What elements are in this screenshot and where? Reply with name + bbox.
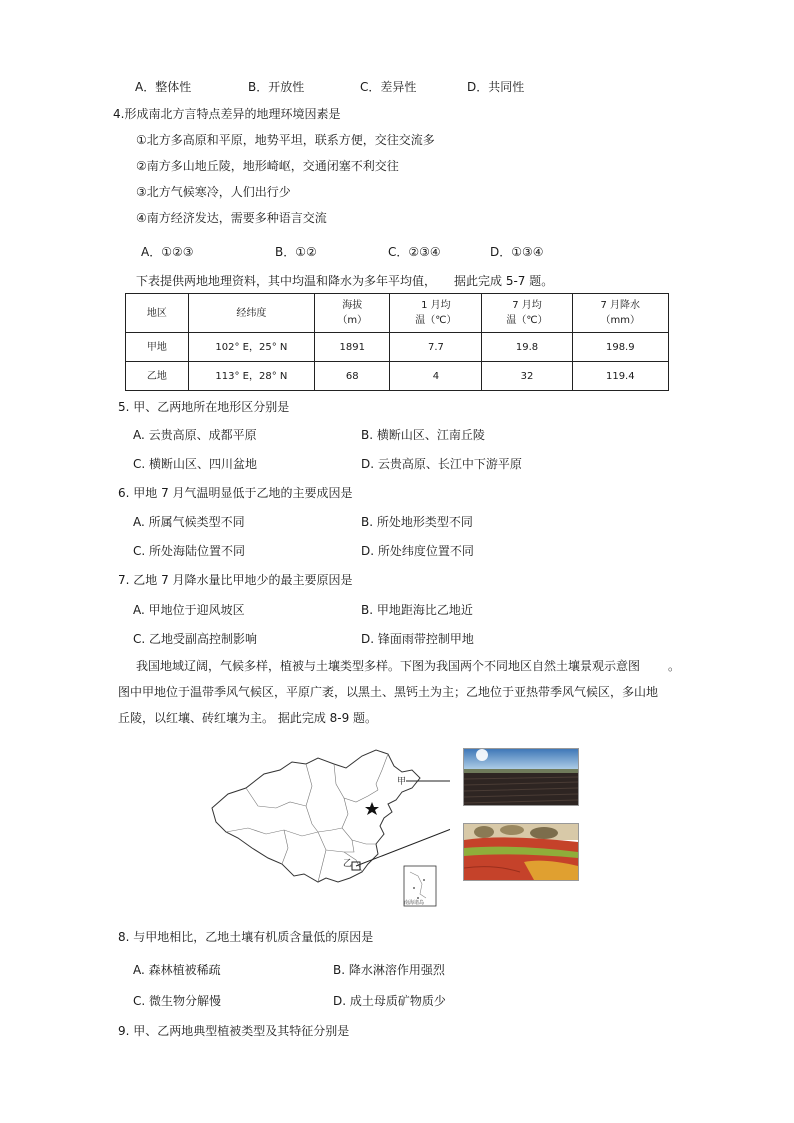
map-label-jia: 甲: [397, 777, 407, 787]
q9-stem: 9. 甲、乙两地典型植被类型及其特征分别是: [118, 1024, 350, 1038]
red-soil-svg: [464, 824, 578, 880]
q3-option-b: B．开放性: [248, 80, 305, 94]
china-map-figure: [206, 748, 450, 908]
q5-option-a: A. 云贵高原、成都平原: [133, 428, 257, 442]
q7-stem: 7. 乙地 7 月降水量比甲地少的最主要原因是: [118, 573, 353, 587]
th-altitude: 海拔 （m）: [315, 294, 390, 333]
cell-coords: 113° E，28° N: [188, 362, 314, 391]
q6-option-d: D. 所处纬度位置不同: [361, 544, 474, 558]
soil-intro-line-1-end: 。: [668, 659, 681, 673]
q4-item-1: ①北方多高原和平原，地势平坦，联系方便，交往交流多: [136, 133, 435, 147]
soil-intro-line-3: 丘陵，以红壤、砖红壤为主。 据此完成 8-9 题。: [118, 711, 378, 725]
cell-jan-temp: 4: [390, 362, 482, 391]
q7-option-c: C. 乙地受副高控制影响: [133, 632, 258, 646]
q4-option-d: D．①③④: [490, 245, 544, 259]
cell-jan-temp: 7.7: [390, 333, 482, 362]
q4-option-a: A．①②③: [141, 245, 194, 259]
th-jul-temp: 7 月均 温（℃）: [482, 294, 572, 333]
table-row: [126, 362, 669, 391]
q6-option-c: C. 所处海陆位置不同: [133, 544, 246, 558]
q7-option-b: B. 甲地距海比乙地近: [361, 603, 473, 617]
q5-option-b: B. 横断山区、江南丘陵: [361, 428, 485, 442]
q7-option-a: A. 甲地位于迎风坡区: [133, 603, 245, 617]
q4-option-b: B．①②: [275, 245, 317, 259]
map-label-yi: 乙: [343, 859, 353, 869]
th-jan-temp: 1 月均 温（℃）: [390, 294, 482, 333]
capital-star-icon: [365, 802, 379, 815]
cell-altitude: 1891: [315, 333, 390, 362]
q8-stem: 8. 与甲地相比，乙地土壤有机质含量低的原因是: [118, 930, 374, 944]
q4-option-c: C．②③④: [388, 245, 441, 259]
q3-option-d: D．共同性: [467, 80, 525, 94]
cell-jul-precip: 198.9: [572, 333, 668, 362]
q3-option-a: A．整体性: [135, 80, 192, 94]
q8-option-a: A. 森林植被稀疏: [133, 963, 221, 977]
cell-region: 甲地: [126, 333, 189, 362]
th-jul-precip: 7 月降水 （mm）: [572, 294, 668, 333]
red-soil-photo: [463, 823, 579, 881]
q6-option-a: A. 所属气候类型不同: [133, 515, 245, 529]
q4-item-3: ③北方气候寒冷，人们出行少: [136, 185, 291, 199]
soil-intro-line-1: 我国地域辽阔，气候多样，植被与土壤类型多样。下图为我国两个不同地区自然土壤景观示意图: [136, 659, 641, 673]
th-region: 地区: [126, 294, 189, 333]
q4-item-2: ②南方多山地丘陵，地形崎岖，交通闭塞不利交往: [136, 159, 399, 173]
q3-option-c: C．差异性: [360, 80, 417, 94]
q8-option-d: D. 成土母质矿物质少: [333, 994, 446, 1008]
cell-jul-temp: 19.8: [482, 333, 572, 362]
cell-coords: 102° E，25° N: [188, 333, 314, 362]
table-row: [126, 333, 669, 362]
q4-stem: 4.形成南北方言特点差异的地理环境因素是: [113, 107, 341, 121]
q6-stem: 6. 甲地 7 月气温明显低于乙地的主要成因是: [118, 486, 353, 500]
black-soil-photo: [463, 748, 579, 806]
table-header-row: [126, 294, 669, 333]
yi-leader-line: [356, 824, 450, 866]
q5-stem: 5. 甲、乙两地所在地形区分别是: [118, 400, 290, 414]
q8-option-c: C. 微生物分解慢: [133, 994, 222, 1008]
q8-option-b: B. 降水淋溶作用强烈: [333, 963, 445, 977]
cell-jul-temp: 32: [482, 362, 572, 391]
soil-intro-line-2: 图中甲地位于温带季风气候区，平原广袤，以黑土、黑钙土为主；乙地位于亚热带季风气候区，多山地: [118, 685, 659, 699]
q5-option-d: D. 云贵高原、长江中下游平原: [361, 457, 522, 471]
cell-region: 乙地: [126, 362, 189, 391]
table-intro: 下表提供两地地理资料，其中均温和降水为多年平均值， 据此完成 5-7 题。: [136, 274, 554, 288]
inset-label: 南海诸岛: [404, 900, 425, 906]
cell-altitude: 68: [315, 362, 390, 391]
q5-option-c: C. 横断山区、四川盆地: [133, 457, 258, 471]
q4-item-4: ④南方经济发达，需要多种语言交流: [136, 211, 327, 225]
cell-jul-precip: 119.4: [572, 362, 668, 391]
th-coords: 经纬度: [188, 294, 314, 333]
china-outline: [212, 750, 420, 882]
china-map-svg: [206, 748, 450, 908]
q7-option-d: D. 锋面雨带控制甲地: [361, 632, 474, 646]
black-soil-svg: [464, 749, 578, 805]
q6-option-b: B. 所处地形类型不同: [361, 515, 473, 529]
geo-data-table: [125, 293, 669, 391]
